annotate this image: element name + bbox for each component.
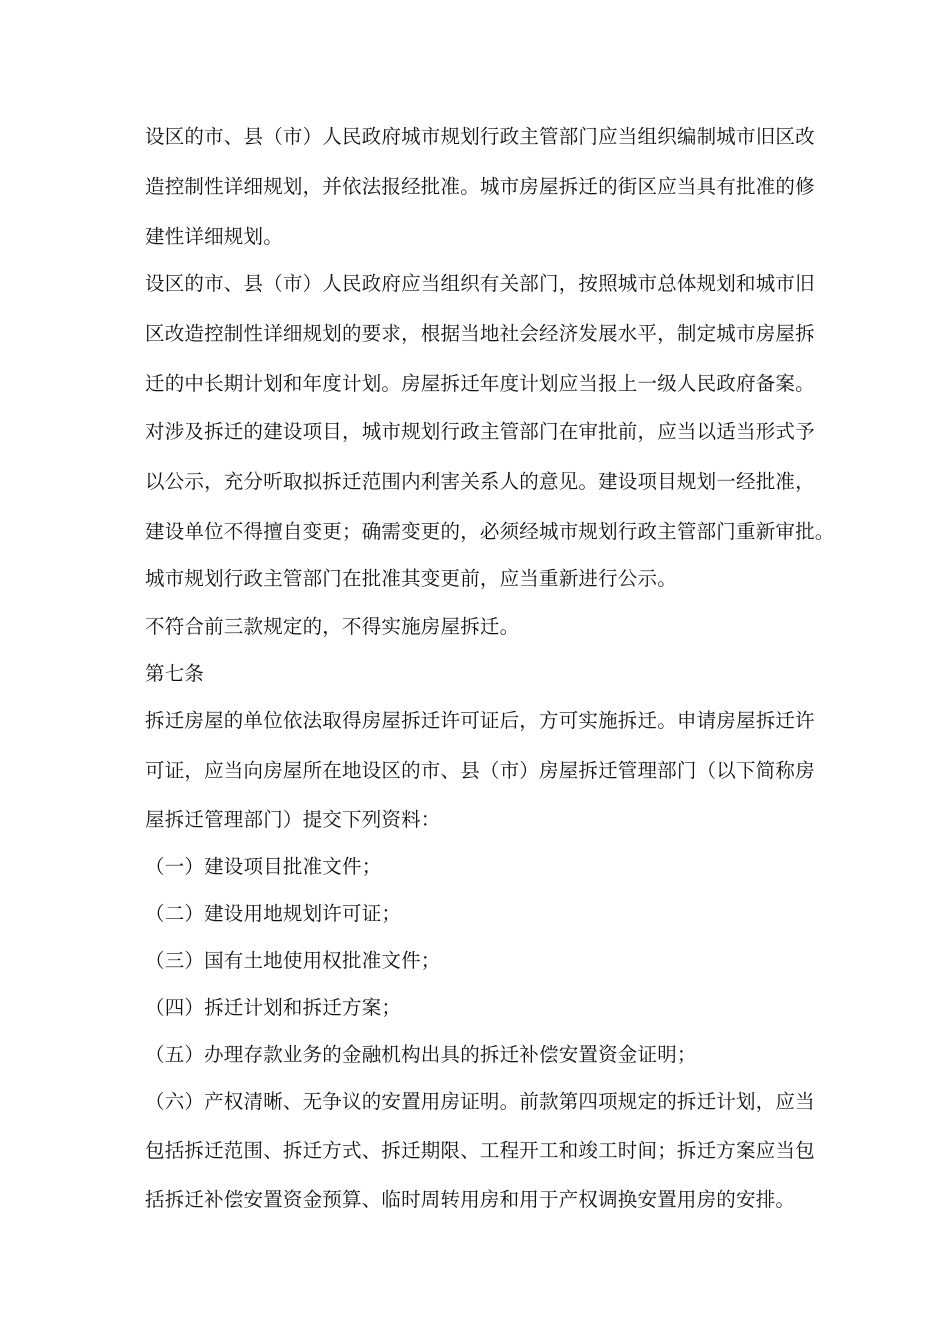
text-line: 造控制性详细规划，并依法报经批准。城市房屋拆迁的街区应当具有批准的修 [145, 175, 815, 198]
text-line: 包括拆迁范围、拆迁方式、拆迁期限、工程开工和竣工时间；拆迁方案应当包 [145, 1139, 815, 1162]
list-item: （三）国有土地使用权批准文件； [145, 949, 441, 972]
list-item: （四）拆迁计划和拆迁方案； [145, 996, 402, 1019]
text-line: 城市规划行政主管部门在批准其变更前，应当重新进行公示。 [145, 567, 677, 590]
text-line: 不符合前三款规定的，不得实施房屋拆迁。 [145, 615, 520, 638]
article-heading: 第七条 [145, 662, 205, 685]
text-line: 建设单位不得擅自变更；确需变更的，必须经城市规划行政主管部门重新审批。 [145, 520, 835, 543]
text-line: 对涉及拆迁的建设项目，城市规划行政主管部门在审批前，应当以适当形式予 [145, 420, 815, 443]
text-line: 括拆迁补偿安置资金预算、临时周转用房和用于产权调换安置用房的安排。 [145, 1188, 796, 1211]
text-line: 迁的中长期计划和年度计划。房屋拆迁年度计划应当报上一级人民政府备案。 [145, 372, 815, 395]
text-line: 拆迁房屋的单位依法取得房屋拆迁许可证后，方可实施拆迁。申请房屋拆迁许 [145, 709, 815, 732]
list-item: （五）办理存款业务的金融机构出具的拆迁补偿安置资金证明； [145, 1043, 697, 1066]
list-item: （一）建设项目批准文件； [145, 855, 382, 878]
text-line: 以公示，充分听取拟拆迁范围内利害关系人的意见。建设项目规划一经批准， [145, 470, 815, 493]
text-line: 区改造控制性详细规划的要求，根据当地社会经济发展水平，制定城市房屋拆 [145, 322, 815, 345]
text-line: 建性详细规划。 [145, 225, 283, 248]
text-line: 设区的市、县（市）人民政府应当组织有关部门，按照城市总体规划和城市旧 [145, 272, 815, 295]
list-item: （二）建设用地规划许可证； [145, 902, 402, 925]
text-line: 屋拆迁管理部门）提交下列资料： [145, 808, 441, 831]
list-item: （六）产权清晰、无争议的安置用房证明。前款第四项规定的拆迁计划，应当 [145, 1090, 815, 1113]
text-line: 可证，应当向房屋所在地设区的市、县（市）房屋拆迁管理部门（以下简称房 [145, 759, 815, 782]
text-line: 设区的市、县（市）人民政府城市规划行政主管部门应当组织编制城市旧区改 [145, 125, 815, 148]
